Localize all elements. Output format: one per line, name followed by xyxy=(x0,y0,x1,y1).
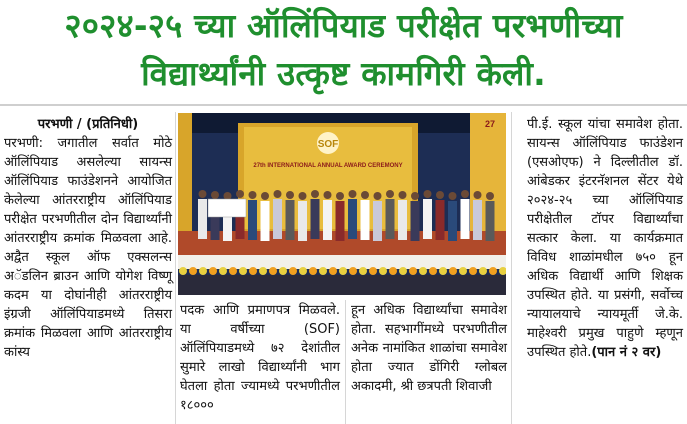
person-head xyxy=(424,190,432,198)
person-figure xyxy=(348,199,357,239)
flower-decoration xyxy=(349,267,357,275)
flower-decoration xyxy=(179,267,187,275)
flower-decoration xyxy=(189,267,197,275)
flower-decoration xyxy=(379,267,387,275)
person-figure xyxy=(461,199,470,239)
person-figure xyxy=(473,200,482,240)
column-3-text: हून अधिक विद्यार्थ्यांचा समावेश होता. सहभागींमध्ये परभणीतील अनेक नामांकित शाळांचा समावेश होता ज्यात डोंगिरी ग्लोबल अकादमी, श्री छत्रपती शिवाजी xyxy=(351,303,507,394)
article-column-3 xyxy=(351,301,507,396)
person-figure xyxy=(486,201,495,241)
flower-decoration xyxy=(459,267,467,275)
headline-line-2: विद्यार्थ्यांनी उत्कृष्ट कामगिरी केली. xyxy=(141,54,546,93)
person-figure xyxy=(323,200,332,240)
person-head xyxy=(436,191,444,199)
flower-decoration xyxy=(369,267,377,275)
flower-decoration xyxy=(429,267,437,275)
person-figure xyxy=(261,201,270,241)
badge-number: 27 xyxy=(484,119,496,129)
person-head xyxy=(386,190,394,198)
column-2-text: पदक आणि प्रमाणपत्र मिळवले. या वर्षीच्या (SOF) ऑलिंपियाडमध्ये ७२ देशांतील सुमारे लाखो विद्यार्थ्यांनी भाग घेतला होता ज्यामध्ये परभणीतील १८००० xyxy=(180,303,340,413)
flower-decoration xyxy=(219,267,227,275)
person-figure xyxy=(198,199,207,239)
person-head xyxy=(211,191,219,199)
flower-decoration xyxy=(439,267,447,275)
flower-decoration xyxy=(339,267,347,275)
person-figure xyxy=(298,201,307,241)
person-figure xyxy=(448,201,457,241)
person-figure xyxy=(311,199,320,239)
column-divider xyxy=(511,112,512,424)
column-4-text: पी.ई. स्कूल यांचा समावेश होता. सायन्स ऑलिंपियाड फाउंडेशन (एसओएफ) ने दिल्लीतील डॉ. आंबेडकर इंटरनॅशनल सेंटर येथे २०२४-२५ च्या ऑलिंपियाड परीक्षेतील टॉपर विद्यार्थ्यांचा सत्कार केला. या कार्यक्रमात विविध शाळांमधील ७५० हून अधिक विद्यार्थी आणि शिक्षक उपस्थित होते. या प्रसंगी, सर्वोच्च न्यायालयाचे न्यायमूर्ती जे.के. माहेश्वरी प्रमुख पाहुणे म्हणून उपस्थित होते. xyxy=(527,117,683,360)
person-head xyxy=(374,192,382,200)
person-head xyxy=(249,191,257,199)
person-head xyxy=(399,191,407,199)
byline: परभणी / (प्रतिनिधी) xyxy=(37,117,139,132)
person-head xyxy=(349,190,357,198)
person-head xyxy=(336,192,344,200)
banner-text: 27th INTERNATIONAL ANNUAL AWARD CEREMONY xyxy=(253,163,403,169)
sof-logo-text: SOF xyxy=(317,139,339,150)
column-divider xyxy=(175,112,176,424)
flower-decoration xyxy=(449,267,457,275)
flower-decoration xyxy=(289,267,297,275)
article-column-2 xyxy=(180,301,340,415)
person-head xyxy=(199,190,207,198)
headline xyxy=(0,0,687,102)
flower-decoration xyxy=(319,267,327,275)
article-column-4 xyxy=(527,115,683,362)
flower-decoration xyxy=(389,267,397,275)
person-head xyxy=(311,190,319,198)
person-head xyxy=(274,190,282,198)
person-head xyxy=(486,192,494,200)
person-head xyxy=(361,191,369,199)
flower-decoration xyxy=(239,267,247,275)
flower-decoration xyxy=(329,267,337,275)
flower-decoration xyxy=(299,267,307,275)
flower-decoration xyxy=(269,267,277,275)
column-divider xyxy=(345,300,346,424)
column-1-text: परभणी: जगातील सर्वात मोठे ऑलिंपियाड असलेल्या सायन्स ऑलिंपियाड फाउंडेशनने आयोजित केलेल्या आंतरराष्ट्रीय ऑलिंपियाड परीक्षेत परभणीतील दोन विद्यार्थ्यांनी आंतरराष्ट्रीय क्रमांक मिळवला आहे. अद्वैत स्कूल ऑफ एक्सलन्स अॅडलिन ब्राउन आणि योगेश विष्णू कदम या दोघांनीही आंतरराष्ट्रीय इंग्रजी ऑलिंपियाडमध्ये तिसरा क्रमांक मिळवला आणि आंतरराष्ट्रीय कांस्य xyxy=(4,136,172,360)
flower-decoration xyxy=(479,267,487,275)
article-column-1 xyxy=(4,115,172,362)
flower-decoration xyxy=(409,267,417,275)
person-figure xyxy=(373,201,382,241)
flower-decoration xyxy=(229,267,237,275)
person-head xyxy=(299,192,307,200)
flower-decoration xyxy=(419,267,427,275)
flower-decoration xyxy=(259,267,267,275)
person-figure xyxy=(386,199,395,239)
person-figure xyxy=(273,199,282,239)
person-figure xyxy=(286,200,295,240)
continued-note: (पान नं २ वर) xyxy=(591,345,662,360)
flower-decoration xyxy=(399,267,407,275)
flower-decoration xyxy=(199,267,207,275)
news-photo xyxy=(178,113,506,295)
person-figure xyxy=(361,200,370,240)
headline-line-1: २०२४-२५ च्या ऑलिंपियाड परीक्षेत परभणीच्या xyxy=(64,6,623,45)
headline-divider xyxy=(0,104,687,106)
flower-decoration xyxy=(469,267,477,275)
person-head xyxy=(449,192,457,200)
person-head xyxy=(324,191,332,199)
person-head xyxy=(261,192,269,200)
flower-decoration xyxy=(309,267,317,275)
flower-decoration xyxy=(209,267,217,275)
flower-decoration xyxy=(249,267,257,275)
person-head xyxy=(286,191,294,199)
person-head xyxy=(411,192,419,200)
person-figure xyxy=(398,200,407,240)
person-figure xyxy=(411,201,420,241)
flower-decoration xyxy=(279,267,287,275)
person-head xyxy=(236,190,244,198)
person-figure xyxy=(248,200,257,240)
award-ceremony-image xyxy=(178,113,506,295)
person-figure xyxy=(336,201,345,241)
flower-decoration xyxy=(489,267,497,275)
flower-decoration xyxy=(359,267,367,275)
person-head xyxy=(461,190,469,198)
person-head xyxy=(474,191,482,199)
person-figure xyxy=(436,200,445,240)
person-figure xyxy=(423,199,432,239)
